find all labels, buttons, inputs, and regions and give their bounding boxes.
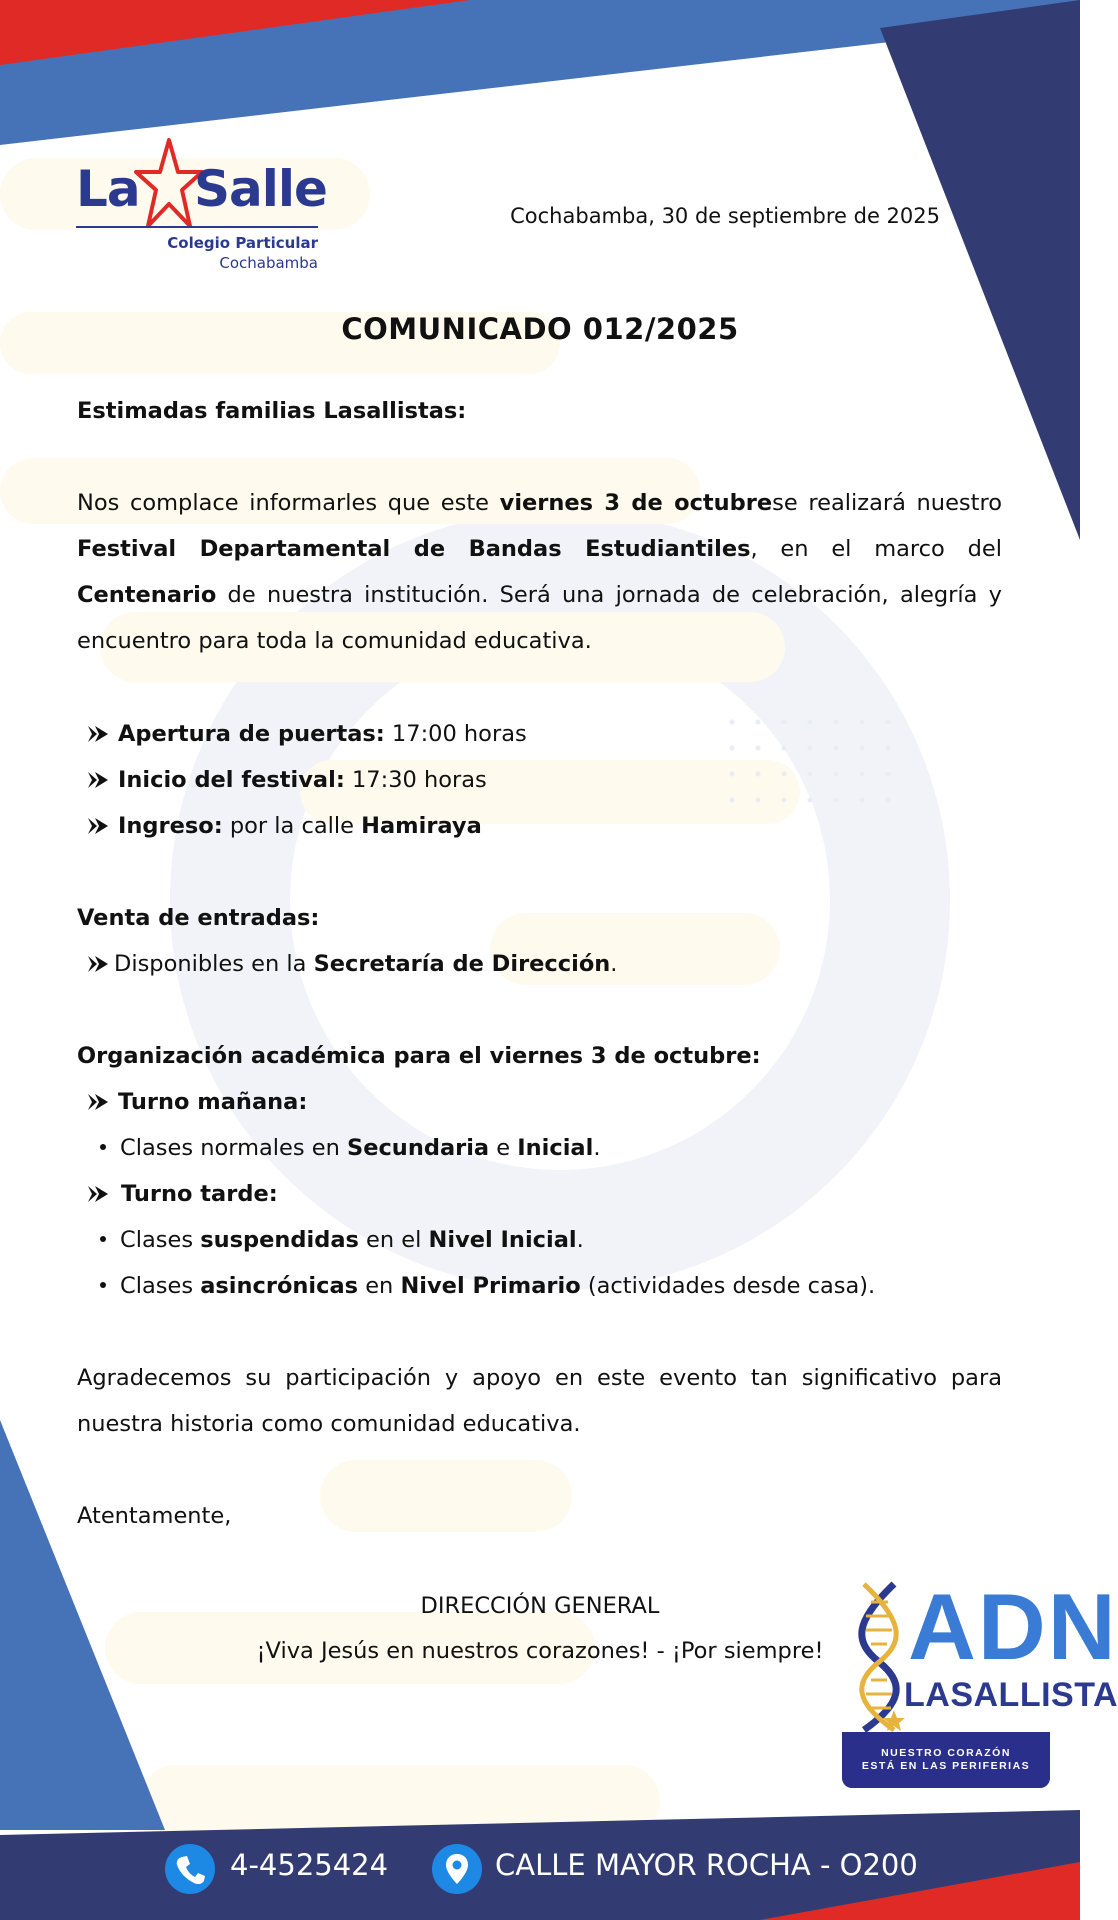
list-item: Disponibles en la Secretaría de Dirección. [88, 941, 617, 987]
logo-city: Cochabamba [219, 254, 318, 272]
arrow-bullet-icon [88, 1094, 110, 1110]
adn-text: ADN [908, 1574, 1118, 1679]
signature: DIRECCIÓN GENERAL [420, 1593, 660, 1619]
list-item: Clases asincrónicas en Nivel Primario (actividades desde casa). [77, 1263, 875, 1309]
bullet-dot [100, 1282, 106, 1288]
closing-paragraph: Agradecemos su participación y apoyo en este evento tan significativo para nuestra historia como comunidad educativa. [77, 1365, 1002, 1437]
arrow-bullet-icon [88, 818, 110, 834]
logo-divider [76, 226, 318, 228]
tickets-heading: Venta de entradas: [77, 905, 320, 931]
list-item: Clases normales en Secundaria e Inicial. [77, 1125, 601, 1171]
adn-tagline: NUESTRO CORAZÓN ESTÁ EN LAS PERIFERIAS [842, 1732, 1050, 1788]
list-item: Turno mañana: [88, 1079, 307, 1125]
signoff: Atentamente, [77, 1503, 232, 1529]
logo-word-salle: Salle [194, 160, 327, 218]
footer-address: CALLE MAYOR ROCHA - O200 [495, 1848, 918, 1882]
phone-icon [165, 1844, 215, 1894]
lasalle-logo [76, 138, 326, 273]
greeting: Estimadas familias Lasallistas: [77, 398, 467, 424]
date-line: Cochabamba, 30 de septiembre de 2025 [510, 204, 940, 228]
arrow-bullet-icon [88, 772, 110, 788]
list-item: Apertura de puertas: 17:00 horas [88, 711, 527, 757]
adn-word: LASALLISTA [904, 1676, 1118, 1714]
logo-subtitle: Colegio Particular [167, 234, 318, 252]
footer-phone[interactable]: 4-4525424 [230, 1848, 389, 1882]
list-item: Inicio del festival: 17:30 horas [88, 757, 487, 803]
bullet-dot [100, 1144, 106, 1150]
bullet-dot [100, 1236, 106, 1242]
list-item: Turno tarde: [88, 1171, 278, 1217]
arrow-bullet-icon [88, 726, 110, 742]
arrow-bullet-icon [88, 956, 110, 972]
logo-word-la: La [76, 160, 140, 218]
arrow-bullet-icon [88, 1186, 110, 1202]
list-item: Ingreso: por la calle Hamiraya [88, 803, 482, 849]
motto: ¡Viva Jesús en nuestros corazones! - ¡Por siempre! [256, 1638, 824, 1664]
intro-paragraph: Nos complace informarles que este viernes 3 de octubrese realizará nuestro Festival Departamental de Bandas Estudiantiles, en el marco del Centenario de nuestra institución. Será una jornada de celebración, alegría y encuentro para toda la comunidad educativa. [77, 490, 1002, 654]
organization-heading: Organización académica para el viernes 3 de octubre: [77, 1043, 761, 1069]
page-title: COMUNICADO 012/2025 [341, 312, 739, 346]
list-item: Clases suspendidas en el Nivel Inicial. [77, 1217, 584, 1263]
adn-lasallista-logo [840, 1574, 1118, 1788]
location-pin-icon [432, 1844, 482, 1894]
